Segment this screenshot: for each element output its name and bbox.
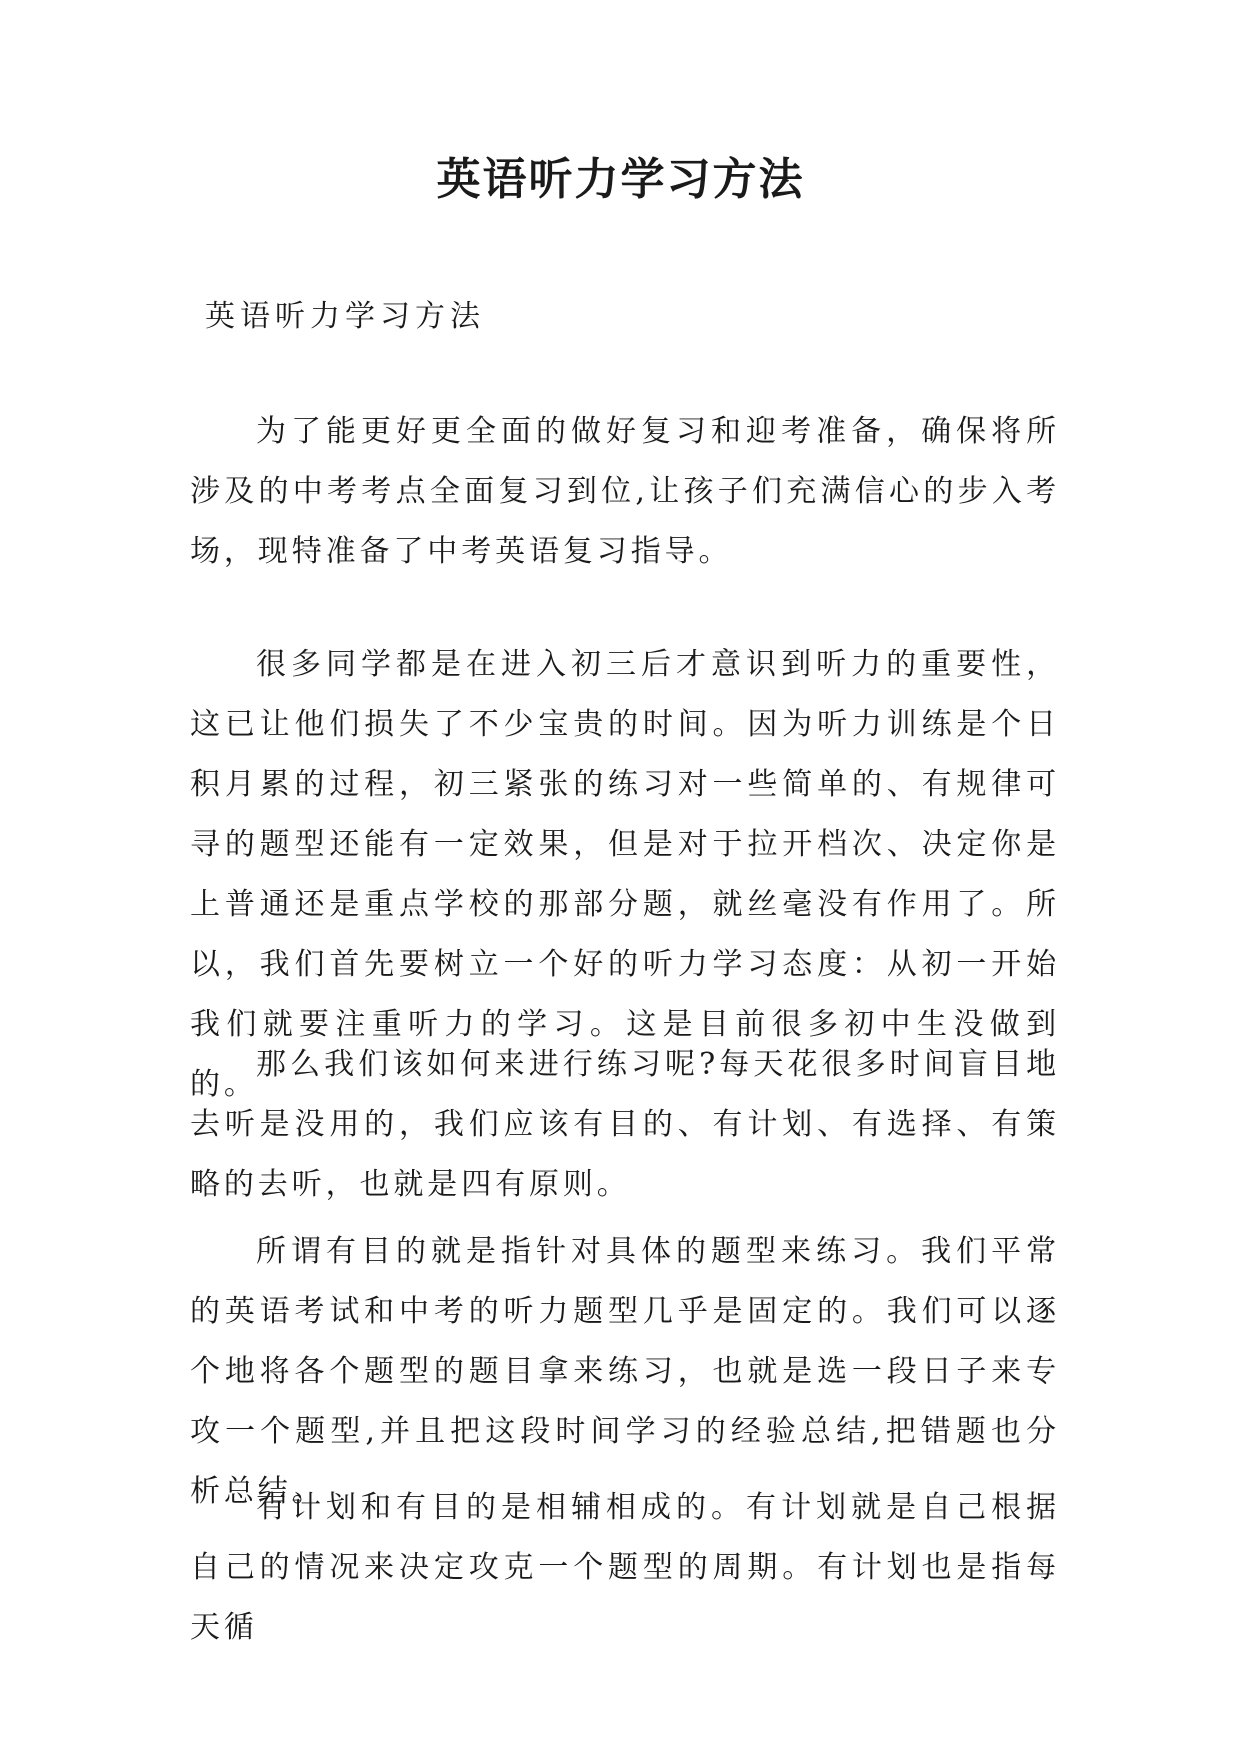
paragraph-1: 为了能更好更全面的做好复习和迎考准备，确保将所涉及的中考考点全面复习到位,让孩子们充满信心的步入考场，现特准备了中考英语复习指导。: [190, 414, 1060, 569]
paragraph-4: 所谓有目的就是指针对具体的题型来练习。我们平常的英语考试和中考的听力题型几乎是固定的。我们可以逐个地将各个题型的题目拿来练习，也就是选一段日子来专攻一个题型,并且把这段时间学习的经验总结,把错题也分析总结。: [190, 1234, 1060, 1509]
document-title: 英语听力学习方法: [436, 154, 805, 205]
paragraph-2: 很多同学都是在进入初三后才意识到听力的重要性，这已让他们损失了不少宝贵的时间。因为听力训练是个日积月累的过程，初三紧张的练习对一些简单的、有规律可寻的题型还能有一定效果，但是对于拉开档次、决定你是上普通还是重点学校的那部分题，就丝毫没有作用了。所以，我们首先要树立一个好的听力学习态度：从初一开始我们就要注重听力的学习。这是目前很多初中生没做到的。: [190, 647, 1060, 1102]
paragraph-5: 有计划和有目的是相辅相成的。有计划就是自己根据自己的情况来决定攻克一个题型的周期。有计划也是指每天循: [190, 1490, 1060, 1645]
document-subtitle: 英语听力学习方法: [205, 299, 485, 334]
paragraph-3: 那么我们该如何来进行练习呢?每天花很多时间盲目地去听是没用的，我们应该有目的、有计划、有选择、有策略的去听，也就是四有原则。: [190, 1047, 1060, 1202]
